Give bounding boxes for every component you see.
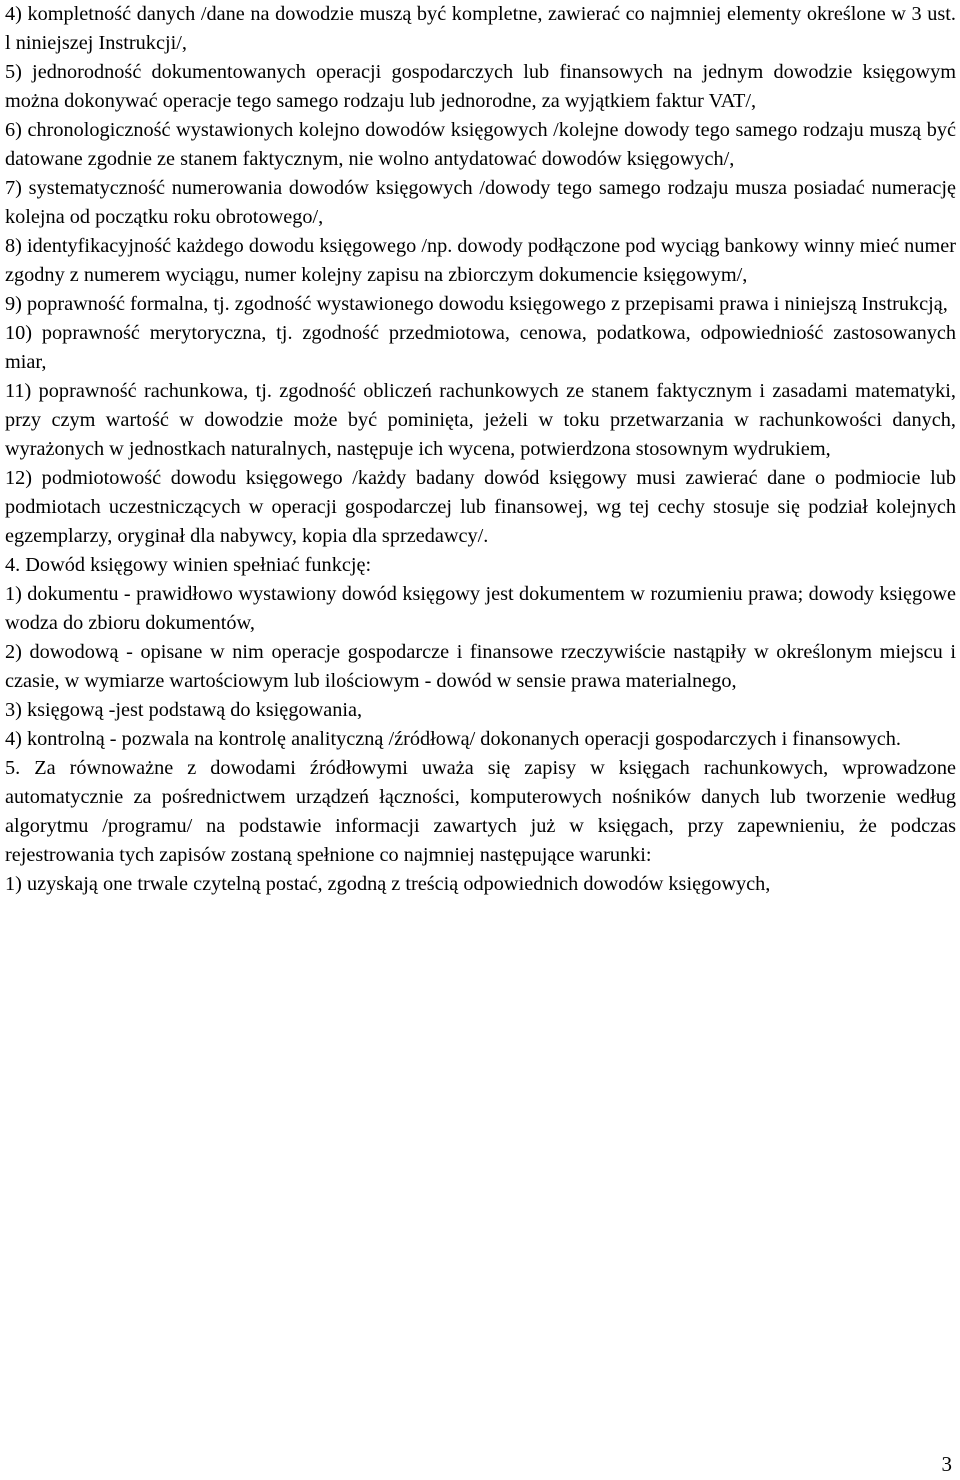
paragraph-6-chronology: 6) chronologiczność wystawionych kolejno dowodów księgowych /kolejne dowody tego samego rodzaju muszą być datowane zgodnie ze stanem faktycznym, nie wolno antydatować dowodów księgowych/, bbox=[5, 119, 956, 170]
function-4-control: 4) kontrolną - pozwala na kontrolę analityczną /źródłową/ dokonanych operacji gospodarczych i finansowych. bbox=[5, 728, 901, 750]
page-number: 3 bbox=[941, 1452, 952, 1476]
paragraph-7-numbering: 7) systematyczność numerowania dowodów księgowych /dowody tego samego rodzaju musza posiadać numerację kolejna od początku roku obrotowego/, bbox=[5, 177, 956, 228]
paragraph-4-completeness: 4) kompletność danych /dane na dowodzie muszą być kompletne, zawierać co najmniej elementy określone w 3 ust. l niniejszej Instrukcji/, bbox=[5, 3, 956, 54]
function-1-document: 1) dokumentu - prawidłowo wystawiony dowód księgowy jest dokumentem w rozumieniu prawa; dowody księgowe wodza do zbioru dokumentów, bbox=[5, 583, 956, 634]
paragraph-10-substantive-correctness: 10) poprawność merytoryczna, tj. zgodność przedmiotowa, cenowa, podatkowa, odpowiedniość zastosowanych miar, bbox=[5, 322, 956, 373]
section-5-paragraph: 5. Za równoważne z dowodami źródłowymi uważa się zapisy w księgach rachunkowych, wprowadzone automatycznie za pośrednictwem urządzeń łączności, komputerowych nośników danych lub tworzenie według algorytmu /programu/ na podstawie informacji zawartych już w księgach, przy zapewnieniu, że podczas rejestrowania tych zapisów zostaną spełnione co najmniej następujące warunki: bbox=[5, 757, 956, 866]
function-2-evidential: 2) dowodową - opisane w nim operacje gospodarcze i finansowe rzeczywiście nastąpiły w określonym miejscu i czasie, w wymiarze wartościowym lub ilościowym - dowód w sensie prawa materialnego, bbox=[5, 641, 956, 692]
paragraph-12-subjectivity: 12) podmiotowość dowodu księgowego /każdy badany dowód księgowy musi zawierać dane o podmiocie lub podmiotach uczestniczących w operacji gospodarczej lub finansowej, wg tej cechy stosuje się podział kolejnych egzemplarzy, oryginał dla nabywcy, kopia dla sprzedawcy/. bbox=[5, 467, 956, 547]
condition-1-durable-form: 1) uzyskają one trwale czytelną postać, zgodną z treścią odpowiednich dowodów księgowych, bbox=[5, 873, 771, 895]
document-page bbox=[5, 0, 956, 899]
section-4-heading: 4. Dowód księgowy winien spełniać funkcję: bbox=[5, 554, 372, 576]
paragraph-8-identification: 8) identyfikacyjność każdego dowodu księgowego /np. dowody podłączone pod wyciąg bankowy winny mieć numer zgodny z numerem wyciągu, numer kolejny zapisu na zbiorczym dokumencie księgowym/, bbox=[5, 235, 956, 286]
paragraph-5-uniformity: 5) jednorodność dokumentowanych operacji gospodarczych lub finansowych na jednym dowodzie księgowym można dokonywać operacje tego samego rodzaju lub jednorodne, za wyjątkiem faktur VAT/, bbox=[5, 61, 956, 112]
function-3-accounting: 3) księgową -jest podstawą do księgowania, bbox=[5, 699, 363, 721]
paragraph-9-formal-correctness: 9) poprawność formalna, tj. zgodność wystawionego dowodu księgowego z przepisami prawa i niniejszą Instrukcją, bbox=[5, 293, 948, 315]
paragraph-11-arithmetic-correctness: 11) poprawność rachunkowa, tj. zgodność obliczeń rachunkowych ze stanem faktycznym i zasadami matematyki, przy czym wartość w dowodzie może być pominięta, jeżeli w toku przetwarzania w rachunkowości danych, wyrażonych w jednostkach naturalnych, następuje ich wycena, potwierdzona stosownym wydrukiem, bbox=[5, 380, 956, 460]
